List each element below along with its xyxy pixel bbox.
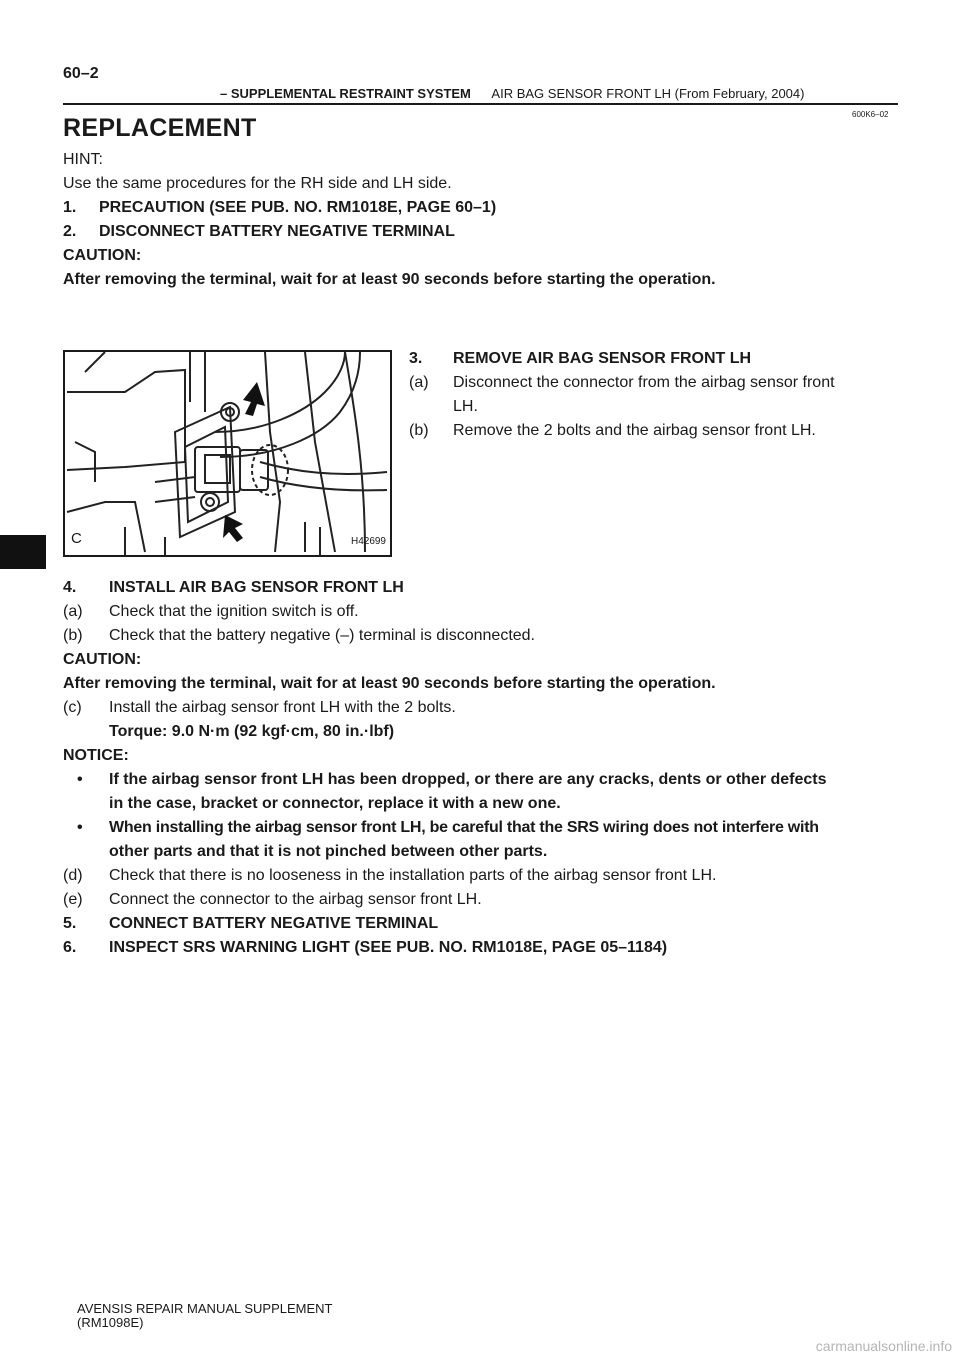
figure-id: H42699: [350, 536, 386, 547]
page-number: 60–2: [63, 65, 99, 82]
step-2-text: DISCONNECT BATTERY NEGATIVE TERMINAL: [99, 223, 455, 240]
step-4c: [63, 696, 456, 720]
step-4d-text: Check that there is no looseness in the installation parts of the airbag sensor front LH.: [109, 867, 717, 884]
bullet-2: •: [77, 819, 83, 836]
step-4d-label: (d): [63, 867, 83, 884]
doc-code: 600K6–02: [852, 110, 889, 119]
step-4-num: 4.: [63, 579, 77, 596]
step-6-num: 6.: [63, 939, 77, 956]
notice-1-line1: If the airbag sensor front LH has been dropped, or there are any cracks, dents or other defects: [109, 771, 827, 788]
figure-corner-label: C: [71, 530, 82, 547]
step-3: [409, 347, 752, 371]
header-rule: [63, 103, 898, 105]
bullet-1: •: [77, 771, 83, 788]
notice-bullet-1: [77, 768, 827, 792]
step-1-text: PRECAUTION (SEE PUB. NO. RM1018E, PAGE 60–1): [99, 199, 497, 216]
step-3a-label: (a): [409, 374, 429, 391]
step-4: [63, 576, 404, 600]
step-3b: [409, 419, 816, 443]
step-4a-text: Check that the ignition switch is off.: [109, 603, 359, 620]
hint-label: HINT:: [63, 151, 103, 168]
step-5-text: CONNECT BATTERY NEGATIVE TERMINAL: [109, 915, 439, 932]
step-4a: [63, 600, 359, 624]
footer-line-2: (RM1098E): [77, 1315, 144, 1330]
notice-bullet-2: [77, 816, 819, 840]
step-5: [63, 912, 439, 936]
step-6: [63, 936, 668, 960]
step-6-text: INSPECT SRS WARNING LIGHT (SEE PUB. NO. RM1018E, PAGE 05–1184): [109, 939, 668, 956]
step-3a: [409, 371, 835, 395]
step-1: [63, 196, 497, 220]
step-3a-text: Disconnect the connector from the airbag sensor front: [453, 374, 835, 391]
caution-label: CAUTION:: [63, 247, 142, 264]
sensor-drawing: [65, 352, 390, 555]
step-4a-label: (a): [63, 603, 83, 620]
step-4c-text: Install the airbag sensor front LH with the 2 bolts.: [109, 699, 456, 716]
page-title: REPLACEMENT: [63, 114, 257, 142]
sensor-illustration: [63, 350, 392, 557]
notice-2-line1: When installing the airbag sensor front LH, be careful that the SRS wiring does not interfere with: [109, 819, 819, 836]
watermark: carmanualsonline.info: [815, 1338, 952, 1354]
footer-line-1: AVENSIS REPAIR MANUAL SUPPLEMENT: [77, 1301, 333, 1316]
step-2: [63, 220, 455, 244]
caution2-label: CAUTION:: [63, 651, 142, 668]
step-3b-label: (b): [409, 422, 429, 439]
caution-text: After removing the terminal, wait for at least 90 seconds before starting the operation.: [63, 271, 716, 288]
caution2-text: After removing the terminal, wait for at least 90 seconds before starting the operation.: [63, 675, 716, 692]
step-1-num: 1.: [63, 199, 77, 216]
notice-1-line2: in the case, bracket or connector, replace it with a new one.: [109, 795, 561, 812]
notice-2-line2: other parts and that it is not pinched between other parts.: [109, 843, 548, 860]
torque-spec: Torque: 9.0 N·m (92 kgf·cm, 80 in.·lbf): [109, 723, 395, 740]
notice-label: NOTICE:: [63, 747, 129, 764]
header-subtitle: AIR BAG SENSOR FRONT LH (From February, 2004): [491, 86, 805, 101]
step-4b-label: (b): [63, 627, 83, 644]
chapter-tab: [0, 535, 46, 569]
step-4b: [63, 624, 535, 648]
step-2-num: 2.: [63, 223, 77, 240]
running-header: [220, 86, 804, 101]
hint-text: Use the same procedures for the RH side and LH side.: [63, 175, 452, 192]
step-3a-cont: LH.: [453, 398, 478, 415]
step-4e: [63, 888, 482, 912]
step-3-text: REMOVE AIR BAG SENSOR FRONT LH: [453, 350, 752, 367]
step-4e-text: Connect the connector to the airbag sensor front LH.: [109, 891, 482, 908]
step-4b-text: Check that the battery negative (–) terminal is disconnected.: [109, 627, 535, 644]
step-4-text: INSTALL AIR BAG SENSOR FRONT LH: [109, 579, 404, 596]
step-4d: [63, 864, 717, 888]
step-3-num: 3.: [409, 350, 423, 367]
section-title: – SUPPLEMENTAL RESTRAINT SYSTEM: [220, 86, 471, 101]
step-3b-text: Remove the 2 bolts and the airbag sensor front LH.: [453, 422, 816, 439]
step-5-num: 5.: [63, 915, 77, 932]
step-4c-label: (c): [63, 699, 82, 716]
step-4e-label: (e): [63, 891, 83, 908]
